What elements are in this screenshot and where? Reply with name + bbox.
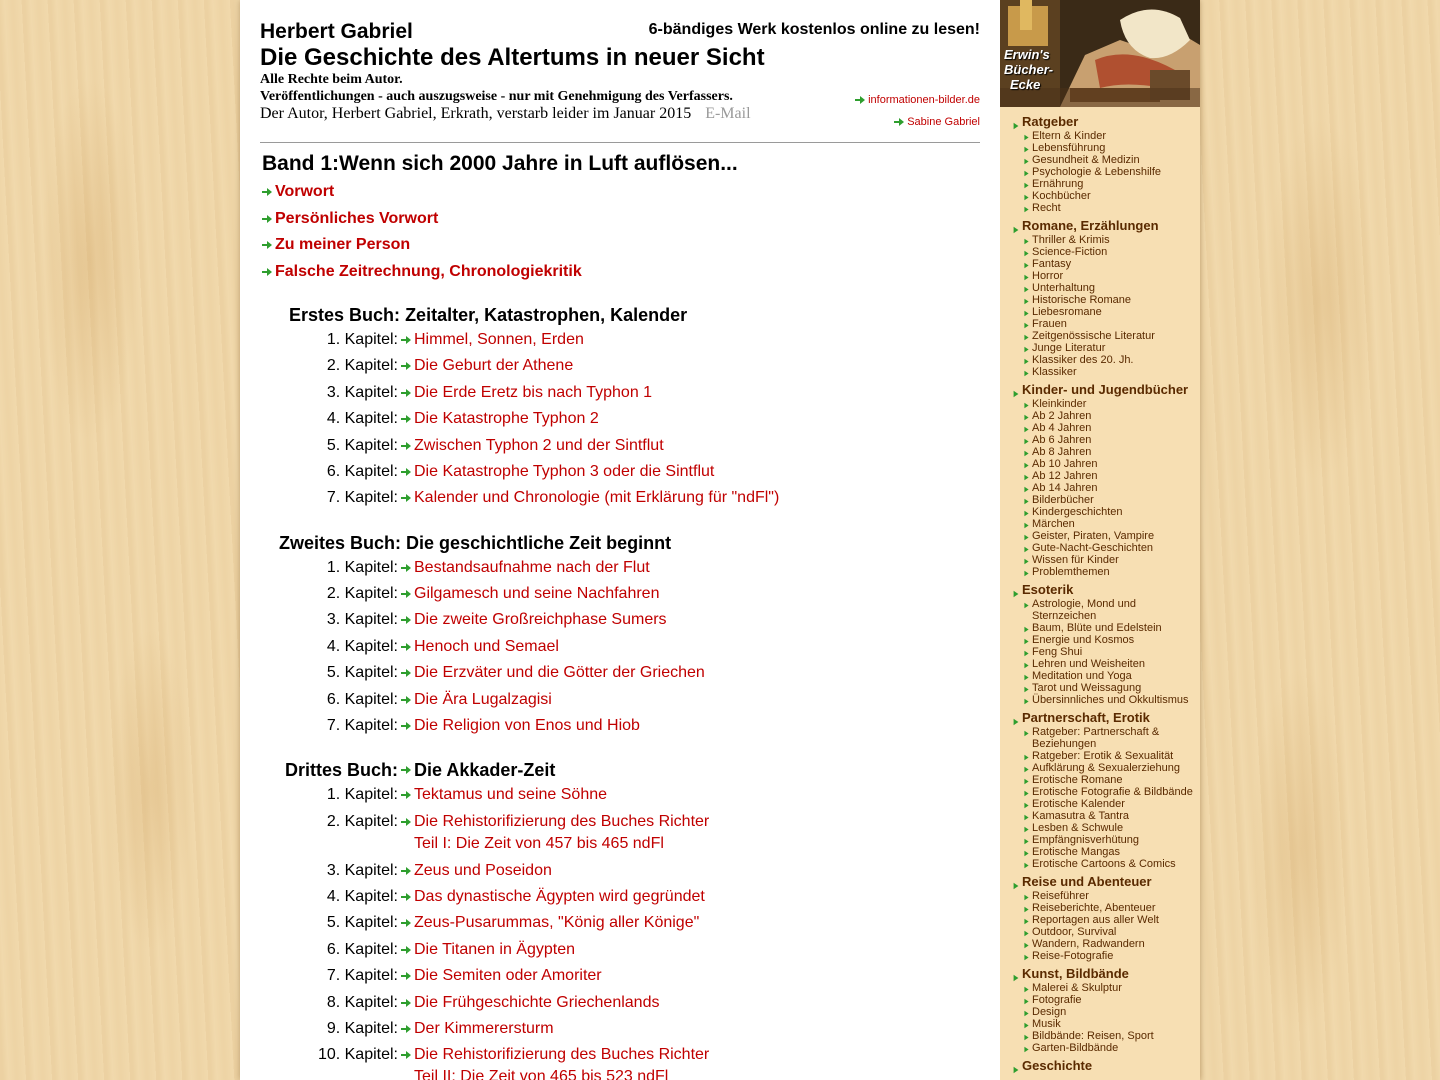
- sidebar-subcategory-label: Gute-Nacht-Geschichten: [1032, 542, 1154, 554]
- sidebar-subcategory-label: Empfängnisverhütung: [1032, 834, 1140, 846]
- sidebar-subcategory-label: Zeitgenössische Literatur: [1032, 330, 1155, 342]
- tagline: 6-bändiges Werk kostenlos online zu lesen!: [648, 21, 980, 38]
- triangle-right-icon: [1023, 600, 1030, 612]
- sidebar-subcategory[interactable]: [1000, 786, 1200, 798]
- intro-link-zeitrechnung[interactable]: [262, 263, 582, 281]
- site-link-label: informationen-bilder.de: [868, 94, 980, 106]
- intro-link-label: Vorwort: [275, 183, 335, 200]
- chapter-number: 8. Kapitel:: [326, 994, 398, 1011]
- chapter-link-subtitle[interactable]: Teil II: Die Zeit von 465 bis 523 ndFl: [414, 1068, 669, 1080]
- sidebar-subcategory[interactable]: [1000, 1042, 1200, 1054]
- triangle-right-icon: [1023, 204, 1030, 216]
- chapter-number: 9. Kapitel:: [326, 1020, 398, 1037]
- sidebar-subcategory[interactable]: [1000, 810, 1200, 822]
- intro-link-label: Zu meiner Person: [275, 236, 411, 253]
- sidebar-subcategory[interactable]: [1000, 246, 1200, 258]
- sidebar-subcategory-label: Astrologie, Mond und Sternzeichen: [1032, 598, 1136, 622]
- sidebar-subcategory-label: Kochbücher: [1032, 190, 1091, 202]
- category-nav: [1000, 107, 1200, 1074]
- sidebar-subcategory-label: Unterhaltung: [1032, 282, 1095, 294]
- sidebar-subcategory[interactable]: [1000, 434, 1200, 446]
- sidebar-category[interactable]: [1000, 582, 1200, 598]
- chapter-number: 4. Kapitel:: [326, 410, 398, 427]
- arrow-right-icon: [401, 589, 411, 599]
- sidebar-subcategory[interactable]: [1000, 834, 1200, 846]
- death-note: [260, 105, 751, 123]
- death-note-text: Der Autor, Herbert Gabriel, Erkrath, verstarb leider im Januar 2015: [260, 105, 692, 122]
- chapter-link[interactable]: Bestandsaufnahme nach der Flut: [414, 559, 650, 576]
- sidebar-subcategory[interactable]: [1000, 822, 1200, 834]
- sidebar-subcategory-list: [1000, 130, 1200, 214]
- sidebar-subcategory-label: Ab 8 Jahren: [1032, 446, 1092, 458]
- sidebar-subcategory[interactable]: [1000, 306, 1200, 318]
- sidebar-subcategory[interactable]: [1000, 1006, 1200, 1018]
- band-title: Band 1:Wenn sich 2000 Jahre in Luft auflösen...: [262, 152, 738, 175]
- sidebar-subcategory-label: Reise-Fotografie: [1032, 950, 1114, 962]
- arrow-right-icon: [401, 892, 411, 902]
- chapter-link[interactable]: Zwischen Typhon 2 und der Sintflut: [414, 437, 664, 454]
- site-link[interactable]: [855, 94, 980, 106]
- bookshop-logo[interactable]: [1000, 0, 1200, 107]
- sidebar-subcategory-label: Horror: [1032, 270, 1064, 282]
- sidebar-subcategory-label: Reiseführer: [1032, 890, 1089, 902]
- sidebar-subcategory-label: Bildbände: Reisen, Sport: [1032, 1030, 1154, 1042]
- chapter-link[interactable]: Himmel, Sonnen, Erden: [414, 331, 584, 348]
- chapter-number: 1. Kapitel:: [326, 786, 398, 803]
- sidebar-subcategory[interactable]: [1000, 682, 1200, 694]
- chapter-number: 1. Kapitel:: [326, 559, 398, 576]
- author-link[interactable]: [894, 116, 980, 128]
- logo-text-line: Ecke: [1010, 77, 1041, 92]
- arrow-right-icon: [401, 668, 411, 678]
- sidebar-subcategory-label: Frauen: [1032, 318, 1067, 330]
- sidebar-subcategory[interactable]: [1000, 914, 1200, 926]
- arrow-right-icon: [401, 467, 411, 477]
- email-link[interactable]: E-Mail: [705, 105, 751, 122]
- chapter-link[interactable]: Die Geburt der Athene: [414, 357, 574, 374]
- chapter-number: 7. Kapitel:: [326, 967, 398, 984]
- arrow-right-icon: [401, 765, 411, 775]
- arrow-right-icon: [401, 817, 411, 827]
- sidebar-subcategory-label: Übersinnliches und Okkultismus: [1032, 694, 1189, 706]
- sidebar-subcategory-label: Reportagen aus aller Welt: [1032, 914, 1159, 926]
- arrow-right-icon: [401, 945, 411, 955]
- sidebar-subcategory[interactable]: [1000, 554, 1200, 566]
- arrow-right-icon: [401, 1024, 411, 1034]
- arrow-right-icon: [401, 414, 411, 424]
- triangle-right-icon: [1023, 728, 1030, 740]
- chapter-number: 2. Kapitel:: [326, 813, 398, 830]
- sidebar-subcategory[interactable]: [1000, 446, 1200, 458]
- sidebar-subcategory-label: Energie und Kosmos: [1032, 634, 1135, 646]
- book-label: Zweites Buch:: [279, 533, 402, 553]
- sidebar-subcategory[interactable]: [1000, 130, 1200, 142]
- sidebar-subcategory[interactable]: [1000, 542, 1200, 554]
- rights-notice: Alle Rechte beim Autor.: [260, 72, 403, 87]
- sidebar-subcategory-label: Garten-Bildbände: [1032, 1042, 1119, 1054]
- book-label: Erstes Buch:: [289, 305, 401, 325]
- sidebar-category-label: Kinder- und Jugendbücher: [1022, 382, 1189, 397]
- sidebar-subcategory-label: Kleinkinder: [1032, 398, 1087, 410]
- sidebar-subcategory-label: Wissen für Kinder: [1032, 554, 1119, 566]
- chapter-number: 5. Kapitel:: [326, 664, 398, 681]
- logo-text-line: Erwin's: [1004, 47, 1050, 62]
- chapter-number: 6. Kapitel:: [326, 691, 398, 708]
- sidebar-subcategory[interactable]: [1000, 202, 1200, 214]
- sidebar-subcategory-label: Lesben & Schwule: [1032, 822, 1124, 834]
- sidebar-subcategory[interactable]: [1000, 294, 1200, 306]
- book-heading: [289, 305, 687, 326]
- arrow-right-icon: [401, 721, 411, 731]
- sidebar-subcategory[interactable]: [1000, 410, 1200, 422]
- logo-text: [1004, 47, 1053, 92]
- triangle-right-icon: [1023, 952, 1030, 964]
- sidebar-subcategory[interactable]: [1000, 530, 1200, 542]
- arrow-right-icon: [401, 998, 411, 1008]
- sidebar-subcategory-label: Outdoor, Survival: [1032, 926, 1117, 938]
- sidebar-subcategory[interactable]: [1000, 458, 1200, 470]
- arrow-right-icon: [262, 214, 272, 224]
- sidebar-subcategory[interactable]: [1000, 994, 1200, 1006]
- chapter-link[interactable]: Die Erde Eretz bis nach Typhon 1: [414, 384, 653, 401]
- sidebar-subcategory[interactable]: [1000, 694, 1200, 706]
- sidebar: [1000, 0, 1200, 1080]
- sidebar-subcategory-label: Märchen: [1032, 518, 1075, 530]
- chapter-link[interactable]: Die zweite Großreichphase Sumers: [414, 611, 667, 628]
- logo-text-line: Bücher-: [1004, 62, 1054, 77]
- sidebar-subcategory[interactable]: [1000, 342, 1200, 354]
- book-heading: [279, 533, 671, 554]
- sidebar-subcategory-label: Lehren und Weisheiten: [1032, 658, 1145, 670]
- arrow-right-icon: [401, 790, 411, 800]
- sidebar-subcategory[interactable]: [1000, 634, 1200, 646]
- sidebar-subcategory-label: Meditation und Yoga: [1032, 670, 1132, 682]
- sidebar-subcategory[interactable]: [1000, 330, 1200, 342]
- arrow-right-icon: [401, 441, 411, 451]
- sidebar-subcategory[interactable]: [1000, 658, 1200, 670]
- chapter-link[interactable]: Zeus und Poseidon: [414, 862, 552, 879]
- sidebar-category-label: Geschichte: [1022, 1058, 1093, 1073]
- chapter-number: 3. Kapitel:: [326, 384, 398, 401]
- sidebar-subcategory-label: Junge Literatur: [1032, 342, 1106, 354]
- triangle-right-icon: [1012, 1062, 1020, 1078]
- sidebar-subcategory[interactable]: [1000, 1030, 1200, 1042]
- sidebar-subcategory-label: Thriller & Krimis: [1032, 234, 1110, 246]
- triangle-right-icon: [1023, 1044, 1030, 1056]
- sidebar-subcategory[interactable]: [1000, 926, 1200, 938]
- sidebar-subcategory[interactable]: [1000, 506, 1200, 518]
- sidebar-subcategory[interactable]: [1000, 518, 1200, 530]
- sidebar-subcategory[interactable]: [1000, 566, 1200, 578]
- sidebar-category-label: Kunst, Bildbände: [1022, 966, 1129, 981]
- chapter-link[interactable]: Das dynastische Ägypten wird gegründet: [414, 888, 705, 905]
- arrow-right-icon: [401, 866, 411, 876]
- chapter-number: 6. Kapitel:: [326, 941, 398, 958]
- sidebar-subcategory-list: [1000, 234, 1200, 378]
- arrow-right-icon: [401, 695, 411, 705]
- sidebar-subcategory-label: Kamasutra & Tantra: [1032, 810, 1130, 822]
- chapter-link[interactable]: Der Kimmerersturm: [414, 1020, 554, 1037]
- sidebar-subcategory[interactable]: [1000, 178, 1200, 190]
- sidebar-subcategory-label: Tarot und Weissagung: [1032, 682, 1142, 694]
- chapter-link[interactable]: Die Rehistorifizierung des Buches Richter: [414, 813, 710, 830]
- arrow-right-icon: [401, 493, 411, 503]
- arrow-right-icon: [401, 335, 411, 345]
- sidebar-subcategory-label: Fotografie: [1032, 994, 1082, 1006]
- intro-link-label: Falsche Zeitrechnung, Chronologiekritik: [275, 263, 582, 280]
- sidebar-subcategory[interactable]: [1000, 726, 1200, 750]
- sidebar-subcategory-label: Ab 12 Jahren: [1032, 470, 1098, 482]
- sidebar-subcategory[interactable]: [1000, 774, 1200, 786]
- arrow-right-icon: [855, 95, 865, 105]
- sidebar-category[interactable]: [1000, 710, 1200, 726]
- sidebar-subcategory-list: [1000, 598, 1200, 706]
- sidebar-subcategory[interactable]: [1000, 494, 1200, 506]
- arrow-right-icon: [401, 615, 411, 625]
- sidebar-category-label: Reise und Abenteuer: [1022, 874, 1152, 889]
- sidebar-subcategory[interactable]: [1000, 234, 1200, 246]
- chapter-link[interactable]: Kalender und Chronologie (mit Erklärung für "ndFl"): [414, 489, 780, 506]
- sidebar-subcategory-label: Ab 6 Jahren: [1032, 434, 1092, 446]
- sidebar-category[interactable]: [1000, 114, 1200, 130]
- sidebar-subcategory-label: Kindergeschichten: [1032, 506, 1123, 518]
- sidebar-subcategory[interactable]: [1000, 846, 1200, 858]
- sidebar-subcategory[interactable]: [1000, 354, 1200, 366]
- arrow-right-icon: [401, 971, 411, 981]
- sidebar-category-label: Romane, Erzählungen: [1022, 218, 1159, 233]
- sidebar-subcategory-label: Erotische Romane: [1032, 774, 1123, 786]
- chapter-link[interactable]: Die Katastrophe Typhon 2: [414, 410, 599, 427]
- sidebar-subcategory[interactable]: [1000, 902, 1200, 914]
- chapter-link[interactable]: Die Rehistorifizierung des Buches Richter: [414, 1046, 710, 1063]
- sidebar-subcategory[interactable]: [1000, 190, 1200, 202]
- sidebar-subcategory-label: Lebensführung: [1032, 142, 1106, 154]
- sidebar-subcategory[interactable]: [1000, 422, 1200, 434]
- sidebar-subcategory-label: Liebesromane: [1032, 306, 1102, 318]
- sidebar-subcategory-label: Erotische Fotografie & Bildbände: [1032, 786, 1193, 798]
- sidebar-subcategory-label: Musik: [1032, 1018, 1061, 1030]
- sidebar-subcategory-label: Design: [1032, 1006, 1067, 1018]
- page-container: [240, 0, 1200, 1080]
- chapter-link[interactable]: Die Frühgeschichte Griechenlands: [414, 994, 660, 1011]
- chapter-link[interactable]: Die Erzväter und die Götter der Griechen: [414, 664, 705, 681]
- sidebar-subcategory-label: Ab 10 Jahren: [1032, 458, 1098, 470]
- author-name: Herbert Gabriel: [260, 20, 413, 43]
- arrow-right-icon: [401, 1050, 411, 1060]
- arrow-right-icon: [262, 187, 272, 197]
- sidebar-subcategory[interactable]: [1000, 750, 1200, 762]
- sidebar-subcategory[interactable]: [1000, 598, 1200, 622]
- sidebar-subcategory[interactable]: [1000, 142, 1200, 154]
- sidebar-subcategory-label: Geister, Piraten, Vampire: [1032, 530, 1155, 542]
- sidebar-subcategory[interactable]: [1000, 482, 1200, 494]
- triangle-right-icon: [1023, 368, 1030, 380]
- chapter-link[interactable]: Henoch und Semael: [414, 638, 559, 655]
- sidebar-subcategory-label: Erotische Kalender: [1032, 798, 1125, 810]
- intro-link-zu-meiner-person[interactable]: [262, 236, 410, 254]
- chapter-number: 1. Kapitel:: [326, 331, 398, 348]
- chapter-link[interactable]: Die Semiten oder Amoriter: [414, 967, 602, 984]
- sidebar-subcategory-label: Erotische Cartoons & Comics: [1032, 858, 1176, 870]
- main-content: [260, 0, 980, 1080]
- sidebar-subcategory[interactable]: [1000, 938, 1200, 950]
- sidebar-subcategory-label: Klassiker des 20. Jh.: [1032, 354, 1134, 366]
- intro-link-persoenliches-vorwort[interactable]: [262, 210, 438, 228]
- author-link-label: Sabine Gabriel: [907, 116, 980, 128]
- arrow-right-icon: [262, 267, 272, 277]
- sidebar-subcategory[interactable]: [1000, 166, 1200, 178]
- chapter-number: 3. Kapitel:: [326, 611, 398, 628]
- sidebar-category[interactable]: [1000, 1058, 1200, 1074]
- sidebar-category[interactable]: [1000, 382, 1200, 398]
- sidebar-subcategory-label: Historische Romane: [1032, 294, 1132, 306]
- page-header: [260, 0, 980, 143]
- sidebar-subcategory-label: Malerei & Skulptur: [1032, 982, 1122, 994]
- sidebar-category-label: Partnerschaft, Erotik: [1022, 710, 1150, 725]
- chapter-link[interactable]: Zeus-Pusarummas, "König aller Könige": [414, 914, 700, 931]
- chapter-number: 7. Kapitel:: [326, 489, 398, 506]
- chapter-link[interactable]: Die Titanen in Ägypten: [414, 941, 575, 958]
- sidebar-subcategory-label: Fantasy: [1032, 258, 1072, 270]
- chapter-link-subtitle[interactable]: Teil I: Die Zeit von 457 bis 465 ndFl: [414, 835, 664, 852]
- arrow-right-icon: [401, 563, 411, 573]
- sidebar-subcategory[interactable]: [1000, 470, 1200, 482]
- sidebar-subcategory-label: Erotische Mangas: [1032, 846, 1121, 858]
- sidebar-subcategory-label: Feng Shui: [1032, 646, 1083, 658]
- sidebar-subcategory[interactable]: [1000, 798, 1200, 810]
- sidebar-subcategory[interactable]: [1000, 622, 1200, 634]
- chapter-number: 7. Kapitel:: [326, 717, 398, 734]
- chapter-number: 5. Kapitel:: [326, 437, 398, 454]
- sidebar-subcategory-list: [1000, 982, 1200, 1054]
- chapter-number: 10. Kapitel:: [317, 1046, 398, 1063]
- sidebar-subcategory-label: Ab 14 Jahren: [1032, 482, 1098, 494]
- sidebar-category[interactable]: [1000, 218, 1200, 234]
- sidebar-subcategory[interactable]: [1000, 858, 1200, 870]
- book-title[interactable]: Die Akkader-Zeit: [414, 760, 556, 780]
- intro-link-label: Persönliches Vorwort: [275, 210, 439, 227]
- sidebar-subcategory[interactable]: [1000, 366, 1200, 378]
- sidebar-subcategory[interactable]: [1000, 890, 1200, 902]
- chapter-link[interactable]: Tektamus und seine Söhne: [414, 786, 608, 803]
- chapter-number: 2. Kapitel:: [326, 585, 398, 602]
- sidebar-category[interactable]: [1000, 874, 1200, 890]
- chapter-link[interactable]: Die Ära Lugalzagisi: [414, 691, 552, 708]
- sidebar-subcategory-label: Ratgeber: Erotik & Sexualität: [1032, 750, 1174, 762]
- arrow-right-icon: [262, 240, 272, 250]
- sidebar-subcategory[interactable]: [1000, 398, 1200, 410]
- sidebar-subcategory-label: Psychologie & Lebenshilfe: [1032, 166, 1162, 178]
- sidebar-subcategory[interactable]: [1000, 282, 1200, 294]
- sidebar-subcategory[interactable]: [1000, 154, 1200, 166]
- sidebar-subcategory[interactable]: [1000, 1018, 1200, 1030]
- triangle-right-icon: [1023, 568, 1030, 580]
- chapter-link[interactable]: Die Katastrophe Typhon 3 oder die Sintflut: [414, 463, 715, 480]
- sidebar-subcategory[interactable]: [1000, 950, 1200, 962]
- sidebar-subcategory-label: Bilderbücher: [1032, 494, 1094, 506]
- sidebar-subcategory[interactable]: [1000, 670, 1200, 682]
- sidebar-subcategory-label: Ernährung: [1032, 178, 1084, 190]
- chapter-number: 5. Kapitel:: [326, 914, 398, 931]
- arrow-right-icon: [401, 388, 411, 398]
- sidebar-category-label: Ratgeber: [1022, 114, 1079, 129]
- triangle-right-icon: [1023, 696, 1030, 708]
- sidebar-subcategory-label: Baum, Blüte und Edelstein: [1032, 622, 1162, 634]
- sidebar-subcategory-label: Ab 2 Jahren: [1032, 410, 1092, 422]
- chapter-number: 6. Kapitel:: [326, 463, 398, 480]
- sidebar-subcategory[interactable]: [1000, 318, 1200, 330]
- sidebar-subcategory[interactable]: [1000, 762, 1200, 774]
- sidebar-subcategory-label: Eltern & Kinder: [1032, 130, 1106, 142]
- sidebar-subcategory[interactable]: [1000, 982, 1200, 994]
- sidebar-subcategory-label: Wandern, Radwandern: [1032, 938, 1145, 950]
- sidebar-subcategory-label: Science-Fiction: [1032, 246, 1108, 258]
- book-title: Die geschichtliche Zeit beginnt: [406, 533, 672, 553]
- chapter-number: 2. Kapitel:: [326, 357, 398, 374]
- chapter-link[interactable]: Gilgamesch und seine Nachfahren: [414, 585, 660, 602]
- sidebar-subcategory-label: Klassiker: [1032, 366, 1077, 378]
- chapter-number: 3. Kapitel:: [326, 862, 398, 879]
- chapter-number: 4. Kapitel:: [326, 888, 398, 905]
- sidebar-subcategory-label: Aufklärung & Sexualerziehung: [1032, 762, 1180, 774]
- page-title: Die Geschichte des Altertums in neuer Sicht: [260, 44, 765, 71]
- book-title: Zeitalter, Katastrophen, Kalender: [405, 305, 688, 325]
- book-label: Drittes Buch:: [284, 760, 398, 780]
- sidebar-category-label: Esoterik: [1022, 582, 1074, 597]
- sidebar-subcategory[interactable]: [1000, 270, 1200, 282]
- chapter-number: 4. Kapitel:: [326, 638, 398, 655]
- sidebar-category[interactable]: [1000, 966, 1200, 982]
- sidebar-subcategory[interactable]: [1000, 258, 1200, 270]
- sidebar-subcategory[interactable]: [1000, 646, 1200, 658]
- sidebar-subcategory-list: [1000, 890, 1200, 962]
- sidebar-subcategory-label: Problemthemen: [1032, 566, 1110, 578]
- sidebar-subcategory-label: Reiseberichte, Abenteuer: [1032, 902, 1156, 914]
- intro-link-vorwort[interactable]: [262, 183, 334, 201]
- arrow-right-icon: [401, 642, 411, 652]
- arrow-right-icon: [894, 117, 904, 127]
- sidebar-subcategory-label: Ratgeber: Partnerschaft & Beziehungen: [1032, 726, 1160, 750]
- sidebar-subcategory-label: Ab 4 Jahren: [1032, 422, 1092, 434]
- sidebar-subcategory-list: [1000, 726, 1200, 870]
- arrow-right-icon: [401, 361, 411, 371]
- arrow-right-icon: [401, 918, 411, 928]
- sidebar-subcategory-label: Gesundheit & Medizin: [1032, 154, 1140, 166]
- sidebar-subcategory-label: Recht: [1032, 202, 1061, 214]
- publication-notice: Veröffentlichungen - auch auszugsweise - nur mit Genehmigung des Verfassers.: [260, 89, 733, 104]
- sidebar-subcategory-list: [1000, 398, 1200, 578]
- chapter-link[interactable]: Die Religion von Enos und Hiob: [414, 717, 640, 734]
- triangle-right-icon: [1023, 860, 1030, 872]
